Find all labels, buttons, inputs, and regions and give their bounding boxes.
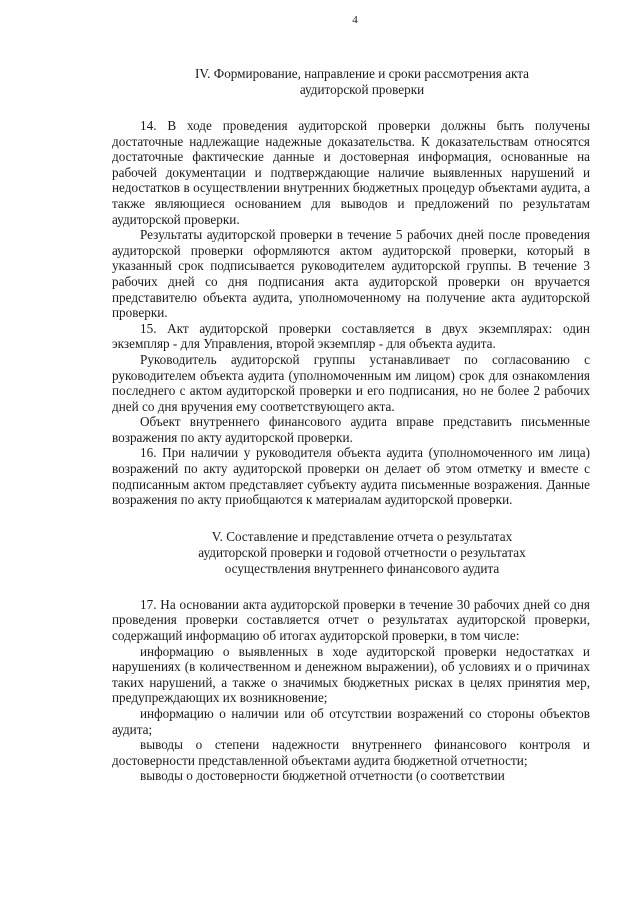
section-5-heading-line: осуществления внутреннего финансового аудита — [224, 560, 500, 576]
section-4-heading — [112, 66, 590, 98]
paragraph-15: 15. Акт аудиторской проверки составляется в двух экземплярах: один экземпляр - для Управления, второй экземпляр - для объекта аудита. — [112, 320, 590, 352]
paragraph-14: 14. В ходе проведения аудиторской проверки должны быть получены достаточные надлежащие надежные доказательства. К доказательствам относятся достаточные фактические данные и достоверная информация, основанные на рабочей документации и подтверждающие наличие выявленных нарушений и недостатков в осуществлении внутренних бюджетных процедур объектами аудита, а также являющиеся основанием для выводов и предложений по результатам аудиторской проверки. — [112, 118, 590, 227]
paragraph-17: 17. На основании акта аудиторской проверки в течение 30 рабочих дней со дня проведения проверки составляется отчет о результатах аудиторской проверки, содержащий информацию об итогах аудиторской проверки, в том числе: — [112, 596, 590, 644]
paragraph-15-review-term: Руководитель аудиторской группы устанавливает по согласованию с руководителем объекта аудита (уполномоченным им лицом) срок для ознакомления последнего с актом аудиторской проверки и его подписания, но не более 2 рабочих дней со дня вручения ему соответствующего акта. — [112, 351, 590, 414]
list-item-objections-info: информацию о наличии или об отсутствии возражений со стороны объектов аудита; — [112, 706, 590, 737]
section-5-heading — [112, 529, 590, 577]
list-item-reporting-reliability: выводы о достоверности бюджетной отчетности (о соответствии — [140, 768, 505, 784]
section-5-heading-line: аудиторской проверки и годовой отчетности о результатах — [198, 544, 526, 560]
section-4-heading-line: аудиторской проверки — [299, 82, 425, 97]
paragraph-16: 16. При наличии у руководителя объекта аудита (уполномоченного им лица) возражений по акту аудиторской проверки он делает об этом отметку и вместе с подписанным актом представляет субъекту аудита письменные возражения. Данные возражения по акту приобщаются к материалам аудиторской проверки. — [112, 445, 590, 508]
document-body — [112, 66, 590, 784]
section-4-heading-line: IV. Формирование, направление и сроки рассмотрения акта — [194, 66, 530, 81]
page-number: 4 — [352, 14, 358, 26]
list-item-control-reliability: выводы о степени надежности внутреннего финансового контроля и достоверности представленной объектами аудита бюджетной отчетности; — [112, 737, 590, 768]
list-item-violations-info: информацию о выявленных в ходе аудиторской проверки недостатках и нарушениях (в количественном и денежном выражении), об условиях и о причинах таких нарушений, а также о значимых бюджетных рисках в целях принятия мер, предупреждающих их возникновение; — [112, 643, 590, 706]
section-5-heading-line: V. Составление и представление отчета о результатах — [211, 528, 513, 544]
paragraph-15-objections: Объект внутреннего финансового аудита вправе представить письменные возражения по акту аудиторской проверки. — [112, 414, 590, 445]
paragraph-14-results: Результаты аудиторской проверки в течение 5 рабочих дней после проведения аудиторской проверки оформляются актом аудиторской проверки, который в указанный срок подписывается руководителем аудиторской группы. В течение 3 рабочих дней со дня подписания акта аудиторской проверки он вручается представителю объекта аудита, уполномоченному на получение акта аудиторской проверки. — [112, 227, 590, 321]
